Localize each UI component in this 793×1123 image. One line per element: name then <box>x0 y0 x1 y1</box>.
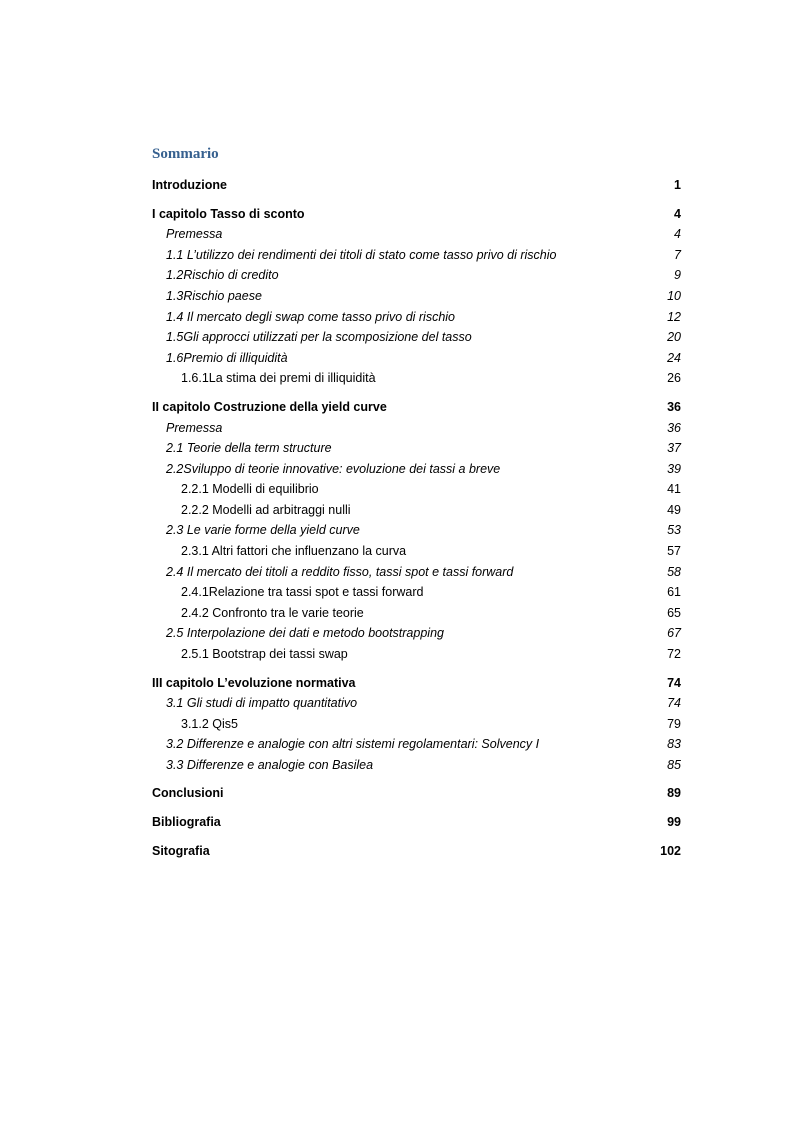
toc-entry-label: 2.4.2 Confronto tra le varie teorie <box>181 606 364 620</box>
toc-entry-section[interactable] <box>152 735 681 753</box>
toc-entry-page: 39 <box>667 462 681 476</box>
toc-entry-label: Conclusioni <box>152 786 224 800</box>
toc-entry-page: 12 <box>667 310 681 324</box>
toc-entry-label: I capitolo Tasso di sconto <box>152 207 305 221</box>
toc-entry-introduzione[interactable] <box>152 176 681 194</box>
toc-entry-label: Introduzione <box>152 178 227 192</box>
toc-entry-label: 2.5 Interpolazione dei dati e metodo bootstrapping <box>166 626 444 640</box>
toc-entry-label: 3.2 Differenze e analogie con altri sistemi regolamentari: Solvency I <box>166 737 540 751</box>
toc-entry-label: 1.5Gli approcci utilizzati per la scomposizione del tasso <box>166 330 472 344</box>
toc-entry-chapter-3[interactable] <box>152 674 681 692</box>
toc-entry-label: 3.3 Differenze e analogie con Basilea <box>166 758 374 772</box>
toc-entry-page: 36 <box>667 400 681 414</box>
toc-entry-subsection[interactable] <box>152 604 681 622</box>
toc-entry-conclusioni[interactable] <box>152 784 681 802</box>
toc-entry-page: 20 <box>667 330 681 344</box>
toc-entry-page: 61 <box>667 585 681 599</box>
toc-entry-label: 1.2Rischio di credito <box>166 268 279 282</box>
toc-entry-page: 102 <box>660 844 681 858</box>
toc-title: Sommario <box>152 146 219 162</box>
toc-entry-page: 99 <box>667 815 681 829</box>
toc-entry-label: 2.4 Il mercato dei titoli a reddito fisso, tassi spot e tassi forward <box>166 565 514 579</box>
toc-entry-label: 2.2Sviluppo di teorie innovative: evoluzione dei tassi a breve <box>166 462 501 476</box>
toc-entry-section[interactable] <box>152 225 681 243</box>
toc-entry-section[interactable] <box>152 460 681 478</box>
toc-entry-page: 41 <box>667 482 681 496</box>
toc-entry-section[interactable] <box>152 328 681 346</box>
toc-entry-label: II capitolo Costruzione della yield curve <box>152 400 387 414</box>
toc-entry-subsection[interactable] <box>152 501 681 519</box>
toc-entry-page: 4 <box>674 207 681 221</box>
toc-entry-label: 3.1 Gli studi di impatto quantitativo <box>166 696 358 710</box>
toc-entry-page: 36 <box>667 421 681 435</box>
toc-entry-subsection[interactable] <box>152 480 681 498</box>
toc-entry-section[interactable] <box>152 246 681 264</box>
toc-entry-page: 37 <box>667 441 681 455</box>
toc-entry-page: 72 <box>667 647 681 661</box>
toc-entry-page: 65 <box>667 606 681 620</box>
toc-entry-subsection[interactable] <box>152 542 681 560</box>
toc-entry-subsection[interactable] <box>152 645 681 663</box>
toc-entry-page: 74 <box>667 676 681 690</box>
toc-entry-label: 2.1 Teorie della term structure <box>166 441 332 455</box>
toc-entry-label: Premessa <box>166 421 223 435</box>
toc-entry-page: 24 <box>667 351 681 365</box>
toc-entry-chapter-1[interactable] <box>152 205 681 223</box>
toc-entry-label: 1.6.1La stima dei premi di illiquidità <box>181 371 376 385</box>
toc-entry-page: 83 <box>667 737 681 751</box>
toc-entry-page: 53 <box>667 523 681 537</box>
toc-entry-label: Bibliografia <box>152 815 221 829</box>
toc-entry-label: Premessa <box>166 227 223 241</box>
toc-entry-label: 1.4 Il mercato degli swap come tasso privo di rischio <box>166 310 456 324</box>
toc-entry-label: 2.5.1 Bootstrap dei tassi swap <box>181 647 348 661</box>
toc-entry-page: 57 <box>667 544 681 558</box>
toc-entry-section[interactable] <box>152 287 681 305</box>
toc-entry-page: 4 <box>674 227 681 241</box>
toc-entry-subsection[interactable] <box>152 369 681 387</box>
toc-entry-page: 67 <box>667 626 681 640</box>
toc-entry-page: 7 <box>674 248 681 262</box>
toc-entry-label: III capitolo L’evoluzione normativa <box>152 676 356 690</box>
toc-entry-label: 2.3.1 Altri fattori che influenzano la curva <box>181 544 407 558</box>
toc-entry-page: 1 <box>674 178 681 192</box>
toc-entry-page: 58 <box>667 565 681 579</box>
toc-entry-sitografia[interactable] <box>152 842 681 860</box>
toc-entry-section[interactable] <box>152 756 681 774</box>
toc-entry-page: 79 <box>667 717 681 731</box>
toc-entry-subsection[interactable] <box>152 715 681 733</box>
toc-entry-page: 10 <box>667 289 681 303</box>
toc-entry-label: 2.2.1 Modelli di equilibrio <box>181 482 319 496</box>
toc-entry-bibliografia[interactable] <box>152 813 681 831</box>
toc-entry-chapter-2[interactable] <box>152 398 681 416</box>
toc-entry-page: 85 <box>667 758 681 772</box>
table-of-contents <box>152 0 681 1123</box>
toc-entry-label: Sitografia <box>152 844 210 858</box>
toc-entry-page: 49 <box>667 503 681 517</box>
toc-entry-label: 3.1.2 Qis5 <box>181 717 238 731</box>
toc-entry-subsection[interactable] <box>152 583 681 601</box>
toc-entry-label: 1.6Premio di illiquidità <box>166 351 288 365</box>
toc-entry-section[interactable] <box>152 308 681 326</box>
toc-entry-label: 1.1 L’utilizzo dei rendimenti dei titoli di stato come tasso privo di rischio <box>166 248 557 262</box>
toc-entry-section[interactable] <box>152 349 681 367</box>
toc-entry-section[interactable] <box>152 419 681 437</box>
toc-entry-section[interactable] <box>152 563 681 581</box>
toc-entry-page: 26 <box>667 371 681 385</box>
toc-entry-section[interactable] <box>152 266 681 284</box>
toc-entry-page: 89 <box>667 786 681 800</box>
toc-entry-label: 2.4.1Relazione tra tassi spot e tassi forward <box>181 585 424 599</box>
toc-entry-page: 9 <box>674 268 681 282</box>
toc-entry-label: 2.3 Le varie forme della yield curve <box>166 523 360 537</box>
toc-entry-label: 2.2.2 Modelli ad arbitraggi nulli <box>181 503 351 517</box>
toc-entry-label: 1.3Rischio paese <box>166 289 262 303</box>
toc-entry-section[interactable] <box>152 439 681 457</box>
toc-entry-section[interactable] <box>152 521 681 539</box>
toc-entry-section[interactable] <box>152 694 681 712</box>
toc-entry-section[interactable] <box>152 624 681 642</box>
toc-entry-page: 74 <box>667 696 681 710</box>
